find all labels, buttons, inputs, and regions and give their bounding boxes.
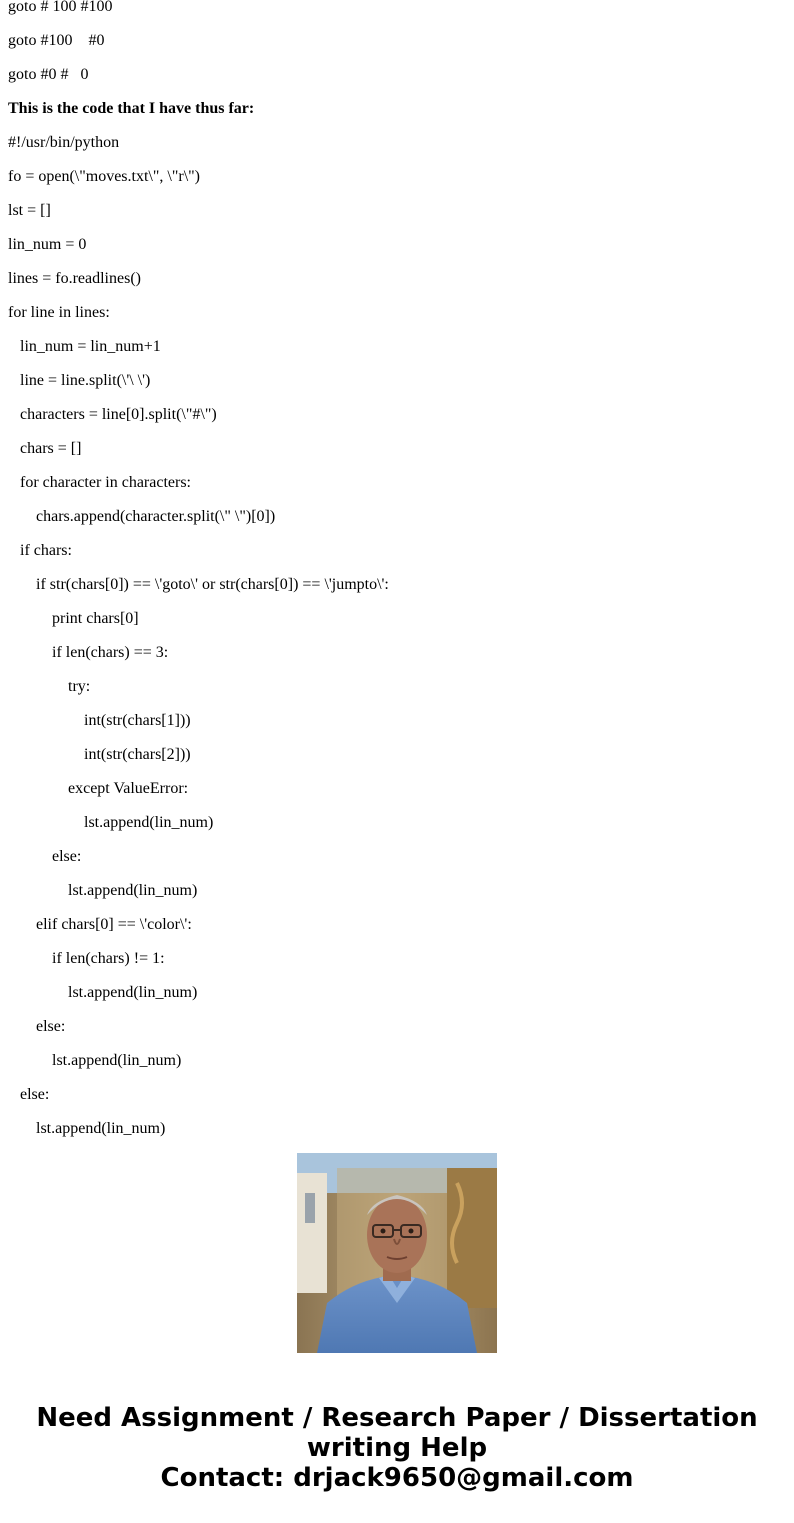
code-line: if len(chars) == 3:	[52, 644, 169, 661]
code-line: except ValueError:	[68, 780, 189, 797]
code-line: for line in lines:	[8, 304, 110, 321]
code-line: chars.append(character.split(\" \")[0])	[36, 508, 276, 525]
code-line: elif chars[0] == \'color\':	[36, 916, 192, 933]
code-line: print chars[0]	[52, 610, 139, 627]
author-avatar	[297, 1153, 497, 1353]
code-line: characters = line[0].split(\"#\")	[20, 406, 217, 423]
code-line: lst.append(lin_num)	[84, 814, 214, 831]
portrait-image	[297, 1153, 497, 1353]
code-line: fo = open(\"moves.txt\", \"r\")	[8, 168, 201, 185]
promo-contact-line: Contact: drjack9650@gmail.com	[160, 1463, 634, 1493]
code-line: else:	[36, 1018, 66, 1035]
promo-line-1: Need Assignment / Research Paper / Dissertation	[36, 1403, 758, 1433]
code-line: if chars:	[20, 542, 72, 559]
code-line: chars = []	[20, 440, 82, 457]
promo-banner	[0, 1403, 794, 1493]
code-line: lst = []	[8, 202, 51, 219]
code-line: #!/usr/bin/python	[8, 134, 120, 151]
code-line: lst.append(lin_num)	[68, 882, 198, 899]
code-line: goto #100 #0	[8, 32, 105, 49]
promo-line-2: writing Help	[306, 1433, 488, 1463]
code-line: lin_num = lin_num+1	[20, 338, 161, 355]
code-line: lst.append(lin_num)	[36, 1120, 166, 1137]
code-line: int(str(chars[1]))	[84, 712, 191, 729]
code-line: if str(chars[0]) == \'goto\' or str(chars[0]) == \'jumpto\':	[36, 576, 389, 593]
code-line: lst.append(lin_num)	[68, 984, 198, 1001]
code-line: else:	[52, 848, 82, 865]
code-line: for character in characters:	[20, 474, 191, 491]
code-line: goto #0 # 0	[8, 66, 89, 83]
code-line: try:	[68, 678, 91, 695]
code-line: lines = fo.readlines()	[8, 270, 141, 287]
code-line: else:	[20, 1086, 50, 1103]
code-line: int(str(chars[2]))	[84, 746, 191, 763]
code-line: goto # 100 #100	[8, 0, 113, 15]
code-line: line = line.split(\'\ \')	[20, 372, 151, 389]
code-line: lst.append(lin_num)	[52, 1052, 182, 1069]
code-line: lin_num = 0	[8, 236, 87, 253]
section-heading: This is the code that I have thus far:	[8, 100, 255, 117]
code-line: if len(chars) != 1:	[52, 950, 165, 967]
